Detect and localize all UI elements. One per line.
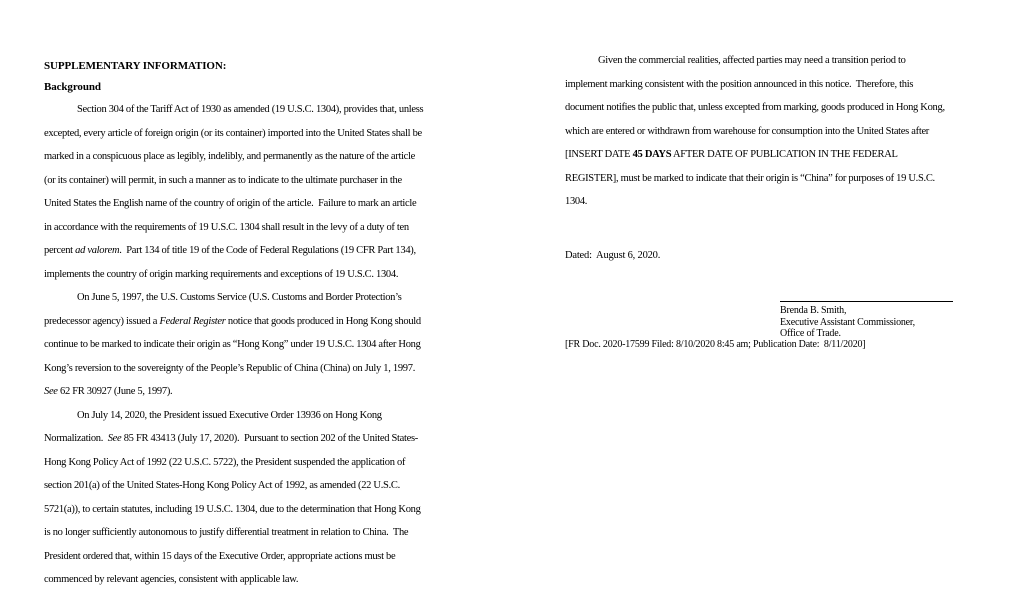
dated-line: Dated: August 6, 2020.: [565, 250, 661, 261]
page-right: [565, 49, 1005, 214]
text-line: which are entered or withdrawn from warehouse for consumption into the United States after: [565, 125, 930, 137]
text-line: (or its container) will permit, in such a manner as to indicate to the ultimate purchaser in the: [44, 174, 402, 186]
text-line: See 62 FR 30927 (June 5, 1997).: [44, 386, 173, 397]
signer-name: Brenda B. Smith,: [780, 305, 847, 316]
text-line: implements the country of origin marking requirements and exceptions of 19 U.S.C. 1304.: [44, 268, 399, 280]
page-left: [44, 56, 514, 592]
body-paragraph-1: [44, 98, 514, 286]
text-line: On June 5, 1997, the U.S. Customs Service (U.S. Customs and Border Protection’s: [77, 292, 402, 303]
body-paragraph-4: [565, 49, 1005, 214]
signature-block: [780, 301, 980, 340]
text-line: section 201(a) of the United States-Hong Kong Policy Act of 1992, as amended (22 U.S.C.: [44, 480, 400, 491]
fr-doc-line: [FR Doc. 2020-17599 Filed: 8/10/2020 8:45 am; Publication Date: 8/11/2020]: [565, 339, 866, 350]
text-line: implement marking consistent with the position announced in this notice. Therefore, this: [565, 78, 914, 90]
text-line: document notifies the public that, unless excepted from marking, goods produced in Hong Kong,: [565, 102, 945, 113]
text-line: REGISTER], must be marked to indicate that their origin is “China” for purposes of 19 U.S.C.: [565, 172, 935, 184]
text-line: commenced by relevant agencies, consistent with applicable law.: [44, 574, 299, 585]
text-line: marked in a conspicuous place as legibly, indelibly, and permanently as the nature of the article: [44, 151, 416, 162]
signer-office: Office of Trade.: [780, 328, 841, 340]
body-paragraph-2: [44, 286, 514, 404]
text-line: Given the commercial realities, affected parties may need a transition period to: [598, 55, 906, 66]
signature-rule: [780, 301, 953, 302]
text-line: continue to be marked to indicate their origin as “Hong Kong” under 19 U.S.C. 1304 after Hong: [44, 339, 421, 350]
text-line: On July 14, 2020, the President issued Executive Order 13936 on Hong Kong: [77, 409, 382, 421]
text-line: Hong Kong Policy Act of 1992 (22 U.S.C. 5722), the President suspended the application of: [44, 456, 406, 468]
text-line: 5721(a)), to certain statutes, including 19 U.S.C. 1304, due to the determination that Hong Kong: [44, 503, 421, 515]
body-paragraph-3: [44, 404, 514, 592]
text-line: United States the English name of the country of origin of the article. Failure to mark an article: [44, 198, 417, 209]
text-line: Kong’s reversion to the sovereignty of the People’s Republic of China (China) on July 1, 1997.: [44, 362, 416, 374]
text-line: in accordance with the requirements of 19 U.S.C. 1304 shall result in the levy of a duty of ten: [44, 221, 409, 233]
text-line: percent ad valorem. Part 134 of title 19 of the Code of Federal Regulations (19 CFR Part 134),: [44, 245, 416, 256]
text-line: is no longer sufficiently autonomous to justify differential treatment in relation to China. The: [44, 527, 409, 538]
text-line: Normalization. See 85 FR 43413 (July 17, 2020). Pursuant to section 202 of the United States-: [44, 433, 418, 444]
text-line: President ordered that, within 15 days of the Executive Order, appropriate actions must be: [44, 550, 396, 562]
text-line: Section 304 of the Tariff Act of 1930 as amended (19 U.S.C. 1304), provides that, unless: [77, 104, 424, 115]
text-line: predecessor agency) issued a Federal Register notice that goods produced in Hong Kong should: [44, 315, 421, 327]
signer-title: Executive Assistant Commissioner,: [780, 316, 915, 328]
text-line: 1304.: [565, 196, 588, 207]
supplementary-information-heading: SUPPLEMENTARY INFORMATION:: [44, 60, 227, 72]
text-line: [INSERT DATE 45 DAYS AFTER DATE OF PUBLICATION IN THE FEDERAL: [565, 149, 898, 160]
background-subheading: Background: [44, 81, 101, 93]
text-line: excepted, every article of foreign origin (or its container) imported into the United States shall be: [44, 127, 422, 139]
